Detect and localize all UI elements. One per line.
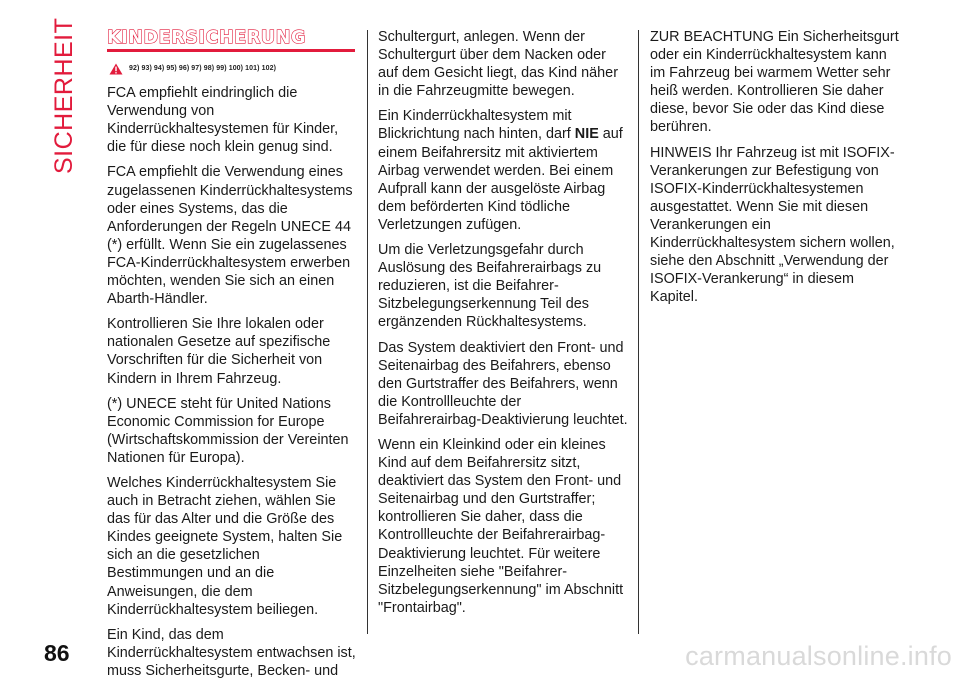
warning-reference-numbers: 92) 93) 94) 95) 96) 97) 98) 99) 100) 101) 102) bbox=[129, 65, 277, 72]
warning-references bbox=[109, 60, 357, 78]
paragraph bbox=[378, 107, 628, 234]
text-column-2 bbox=[378, 28, 628, 624]
paragraph: Das System deaktiviert den Front- und Seitenairbag des Beifahrers, ebenso den Gurtstraffer des Beifahrers, wenn die Kontrollleuchte der Beifahrerairbag-Deaktivierung leuchtet. bbox=[378, 339, 628, 428]
title-underline bbox=[107, 49, 355, 52]
paragraph: HINWEIS Ihr Fahrzeug ist mit ISOFIX-Verankerungen zur Befestigung von ISOFIX-Kinderrückhaltesystemen ausgestattet. Wenn Sie mit diesen Verankerungen ein Kinderrückhaltesystem sichern wollen, siehe den Abschnitt „Verwendung der ISOFIX-Verankerung“ in diesem Kapitel. bbox=[650, 144, 895, 306]
column-divider bbox=[367, 30, 368, 634]
section-label: SICHERHEIT bbox=[50, 17, 78, 174]
paragraph: (*) UNECE steht für United Nations Economic Commission for Europe (Wirtschaftskommission der Vereinten Nationen für Europa). bbox=[107, 395, 349, 466]
text-column-1 bbox=[107, 28, 357, 687]
paragraph: Ein Kind, das dem Kinderrückhaltesystem entwachsen ist, muss Sicherheitsgurte, Becken- und bbox=[107, 626, 356, 679]
paragraph: FCA empfiehlt die Verwendung eines zugelassenen Kinderrückhaltesystems oder eines Systems, das die Anforderungen der Regeln UNECE 44 (*) erfüllt. Wenn Sie ein zugelassenes FCA-Kinderrückhaltesystem erwerben möchten, wenden Sie sich an einen Abarth-Händler. bbox=[107, 164, 353, 308]
paragraph: Um die Verletzungsgefahr durch Auslösung des Beifahrerairbags zu reduzieren, ist die Beifahrer-Sitzbelegungserkennung Teil des ergänzenden Rückhaltesystems. bbox=[378, 242, 602, 331]
paragraph-text: Ein Kinderrückhaltesystem mit Blickrichtung nach hinten, darf bbox=[378, 108, 575, 143]
paragraph: ZUR BEACHTUNG Ein Sicherheitsgurt oder ein Kinderrückhaltesystem kann im Fahrzeug bei warmem Wetter sehr heiß werden. Kontrollieren Sie daher diese, bevor Sie oder das Kind diese berühren. bbox=[650, 29, 899, 136]
paragraph: Wenn ein Kleinkind oder ein kleines Kind auf dem Beifahrersitz sitzt, deaktiviert das System den Front- und Seitenairbag und den Gurtstraffer; kontrollieren Sie daher, dass die Kontrollleuchte der Beifahrerairbag-Deaktivierung leuchtet. Für weitere Einzelheiten siehe "Beifahrer-Sitzbelegungserkennung" im Abschnitt "Frontairbag". bbox=[378, 436, 624, 616]
column-divider bbox=[638, 30, 639, 634]
watermark: carmanualsonline.info bbox=[685, 641, 952, 671]
warning-triangle-icon bbox=[109, 63, 123, 75]
paragraph: Welches Kinderrückhaltesystem Sie auch in Betracht ziehen, wählen Sie das für das Alter und die Größe des Kindes geeignete System, halten Sie sich an die gesetzlichen Bestimmungen und an die Anweisungen, die dem Kinderrückhaltesystem beiliegen. bbox=[107, 474, 343, 618]
paragraph: Schultergurt, anlegen. Wenn der Schultergurt über dem Nacken oder auf dem Gesicht liegt, das Kind näher in die Fahrzeugmitte bewegen. bbox=[378, 29, 618, 100]
paragraph: Kontrollieren Sie Ihre lokalen oder nationalen Gesetze auf spezifische Vorschriften für die Sicherheit von Kindern in Ihrem Fahrzeug. bbox=[107, 316, 331, 387]
page-number: 86 bbox=[44, 640, 70, 666]
paragraph-text: auf einem Beifahrersitz mit aktiviertem Airbag verwendet werden. Bei einem Aufprall kann der ausgelöste Airbag dem beförderten Kind tödliche Verletzungen zufügen. bbox=[378, 126, 623, 233]
paragraph: FCA empfiehlt eindringlich die Verwendung von Kinderrückhaltesystemen für Kinder, die für diese noch klein genug sind. bbox=[107, 85, 339, 156]
text-column-3 bbox=[650, 28, 900, 313]
emphasis-nie: NIE bbox=[574, 126, 599, 143]
page-title: KINDERSICHERUNG bbox=[107, 28, 306, 48]
